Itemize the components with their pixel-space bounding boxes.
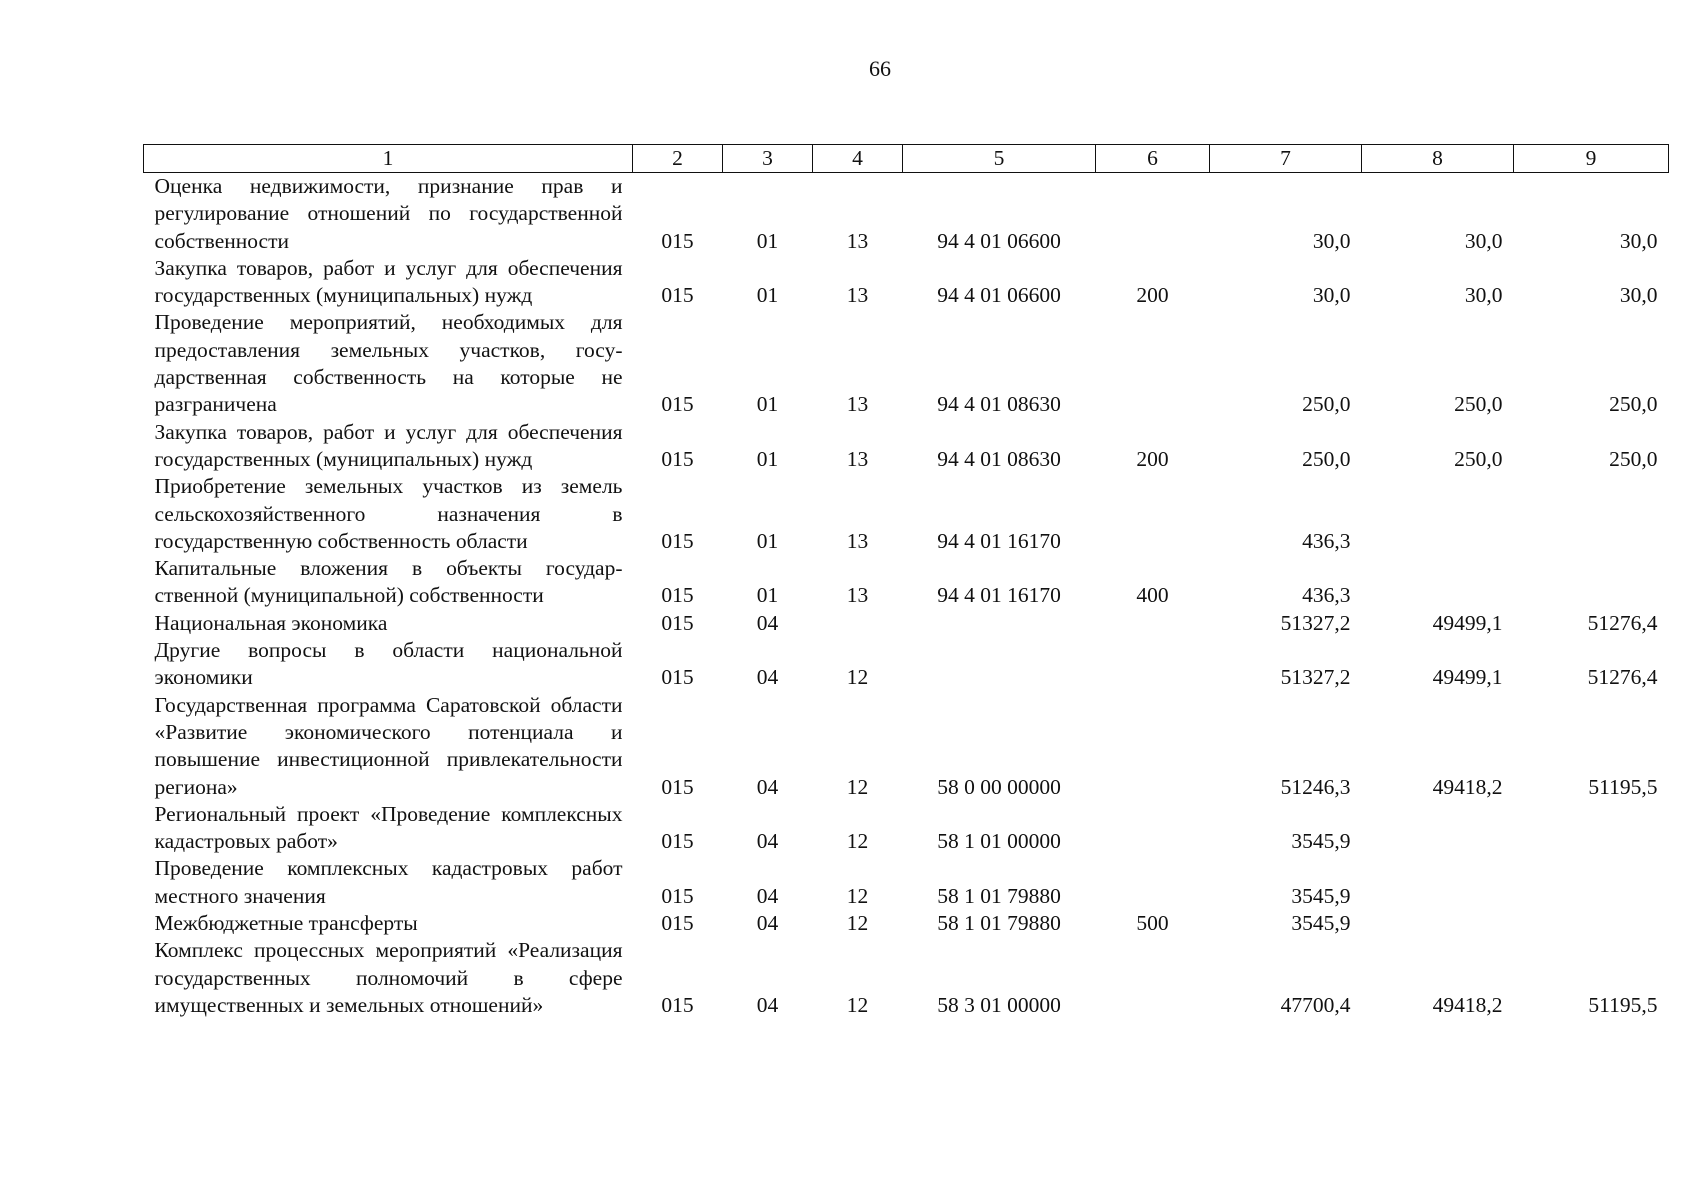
cell-amount-year-2 bbox=[1362, 855, 1514, 910]
cell-amount-year-1: 250,0 bbox=[1302, 392, 1351, 417]
cell-amount-year-1: 47700,4 bbox=[1280, 992, 1351, 1017]
cell-subsection-code: 13 bbox=[846, 528, 869, 553]
cell-section-code: 04 bbox=[756, 829, 779, 854]
column-header: 2 bbox=[633, 145, 723, 173]
cell-expense-type bbox=[1096, 855, 1210, 910]
cell-expense-type bbox=[1096, 692, 1210, 801]
cell-ministry-code: 015 bbox=[661, 829, 694, 854]
cell-amount-year-2: 250,0 bbox=[1454, 446, 1503, 471]
cell-item-name: Проведение комплексных кадастровых работ местного значения bbox=[154, 856, 623, 908]
cell-amount-year-2 bbox=[1362, 473, 1514, 555]
cell-item-name: Государственная программа Саратовской области «Развитие экономического потенциала и повышение инвестиционной привлекательности региона» bbox=[154, 692, 623, 799]
cell-section-code: 04 bbox=[756, 992, 779, 1017]
cell-amount-year-3: 250,0 bbox=[1609, 446, 1658, 471]
cell-amount-year-1: 51246,3 bbox=[1280, 774, 1351, 799]
cell-section-code: 01 bbox=[756, 583, 779, 608]
table-row bbox=[144, 637, 1669, 692]
cell-expense-type: 400 bbox=[1136, 583, 1169, 608]
table-row bbox=[144, 692, 1669, 801]
cell-ministry-code: 015 bbox=[661, 883, 694, 908]
cell-amount-year-3 bbox=[1514, 801, 1669, 856]
cell-ministry-code: 015 bbox=[661, 528, 694, 553]
cell-amount-year-2: 49499,1 bbox=[1432, 610, 1503, 635]
cell-subsection-code: 12 bbox=[846, 992, 869, 1017]
cell-amount-year-1: 436,3 bbox=[1302, 583, 1351, 608]
cell-target-article: 58 3 01 00000 bbox=[937, 992, 1061, 1017]
cell-amount-year-1: 30,0 bbox=[1312, 283, 1351, 308]
cell-amount-year-3 bbox=[1514, 473, 1669, 555]
cell-item-name: Закупка товаров, работ и услуг для обеспечения государственных (муниципальных) нужд bbox=[154, 255, 623, 308]
cell-ministry-code: 015 bbox=[661, 392, 694, 417]
cell-target-article: 58 0 00 00000 bbox=[937, 774, 1061, 799]
cell-item-name: Оценка недвижимости, признание прав и регулирование отношений по государственной собственности bbox=[154, 174, 623, 253]
cell-target-article: 94 4 01 08630 bbox=[937, 392, 1061, 417]
cell-section-code: 04 bbox=[756, 883, 779, 908]
table-row bbox=[144, 173, 1669, 255]
cell-section-code: 04 bbox=[756, 665, 779, 690]
cell-target-article bbox=[903, 637, 1096, 692]
header-row bbox=[144, 145, 1669, 173]
cell-expense-type bbox=[1096, 937, 1210, 1019]
table-body bbox=[144, 173, 1669, 1020]
cell-expense-type bbox=[1096, 173, 1210, 255]
cell-section-code: 01 bbox=[756, 446, 779, 471]
cell-section-code: 04 bbox=[756, 610, 779, 635]
cell-amount-year-2: 30,0 bbox=[1464, 283, 1503, 308]
cell-subsection-code: 12 bbox=[846, 911, 869, 936]
cell-item-name: Межбюджетные трансферты bbox=[154, 911, 418, 936]
cell-ministry-code: 015 bbox=[661, 992, 694, 1017]
cell-section-code: 04 bbox=[756, 774, 779, 799]
cell-expense-type bbox=[1096, 473, 1210, 555]
column-header: 9 bbox=[1514, 145, 1669, 173]
cell-amount-year-2 bbox=[1362, 910, 1514, 937]
cell-target-article bbox=[903, 610, 1096, 637]
cell-subsection-code: 12 bbox=[846, 774, 869, 799]
cell-target-article: 58 1 01 00000 bbox=[937, 829, 1061, 854]
cell-ministry-code: 015 bbox=[661, 283, 694, 308]
cell-amount-year-2: 49499,1 bbox=[1432, 665, 1503, 690]
cell-ministry-code: 015 bbox=[661, 774, 694, 799]
cell-subsection-code bbox=[813, 610, 903, 637]
cell-ministry-code: 015 bbox=[661, 583, 694, 608]
cell-ministry-code: 015 bbox=[661, 610, 694, 635]
cell-amount-year-3 bbox=[1514, 855, 1669, 910]
cell-section-code: 01 bbox=[756, 528, 779, 553]
budget-table bbox=[143, 144, 1669, 1019]
table-row bbox=[144, 419, 1669, 474]
cell-section-code: 01 bbox=[756, 228, 779, 253]
cell-item-name: Национальная экономика bbox=[154, 610, 388, 635]
cell-target-article: 58 1 01 79880 bbox=[937, 883, 1061, 908]
cell-amount-year-3: 51195,5 bbox=[1588, 774, 1658, 799]
cell-ministry-code: 015 bbox=[661, 446, 694, 471]
cell-subsection-code: 12 bbox=[846, 883, 869, 908]
cell-target-article: 94 4 01 16170 bbox=[937, 528, 1061, 553]
cell-expense-type bbox=[1096, 801, 1210, 856]
cell-amount-year-3 bbox=[1514, 910, 1669, 937]
table-row bbox=[144, 473, 1669, 555]
cell-amount-year-3: 250,0 bbox=[1609, 392, 1658, 417]
table-row bbox=[144, 937, 1669, 1019]
cell-item-name: Региональный проект «Проведение комплексных кадастровых работ» bbox=[154, 801, 623, 854]
page-number: 66 bbox=[869, 56, 891, 81]
cell-subsection-code: 13 bbox=[846, 283, 869, 308]
cell-ministry-code: 015 bbox=[661, 665, 694, 690]
cell-amount-year-2: 49418,2 bbox=[1432, 774, 1503, 799]
cell-amount-year-2: 49418,2 bbox=[1432, 992, 1503, 1017]
cell-expense-type: 200 bbox=[1136, 283, 1169, 308]
column-header: 8 bbox=[1362, 145, 1514, 173]
cell-amount-year-1: 51327,2 bbox=[1280, 665, 1351, 690]
cell-ministry-code: 015 bbox=[661, 911, 694, 936]
cell-target-article: 94 4 01 06600 bbox=[937, 228, 1061, 253]
cell-subsection-code: 13 bbox=[846, 446, 869, 471]
column-header: 6 bbox=[1096, 145, 1210, 173]
cell-amount-year-3: 30,0 bbox=[1619, 283, 1658, 308]
cell-amount-year-2 bbox=[1362, 555, 1514, 610]
cell-amount-year-3: 51195,5 bbox=[1588, 992, 1658, 1017]
cell-item-name: Проведение мероприятий, необходимых для предоставления земельных участков, государственная собственность на которые не разграничена bbox=[154, 310, 623, 417]
cell-amount-year-1: 3545,9 bbox=[1291, 829, 1351, 854]
cell-amount-year-2: 250,0 bbox=[1454, 392, 1503, 417]
cell-item-name: Капитальные вложения в объекты государственной (муниципальной) собственности bbox=[154, 556, 623, 608]
cell-expense-type: 500 bbox=[1136, 911, 1169, 936]
cell-section-code: 01 bbox=[756, 392, 779, 417]
table-row bbox=[144, 910, 1669, 937]
cell-subsection-code: 13 bbox=[846, 228, 869, 253]
cell-target-article: 94 4 01 08630 bbox=[937, 446, 1061, 471]
cell-amount-year-1: 250,0 bbox=[1302, 446, 1351, 471]
table-row bbox=[144, 610, 1669, 637]
cell-expense-type bbox=[1096, 637, 1210, 692]
cell-ministry-code: 015 bbox=[661, 228, 694, 253]
cell-expense-type bbox=[1096, 309, 1210, 418]
cell-expense-type: 200 bbox=[1136, 446, 1169, 471]
cell-subsection-code: 12 bbox=[846, 829, 869, 854]
cell-amount-year-2: 30,0 bbox=[1464, 228, 1503, 253]
cell-item-name: Закупка товаров, работ и услуг для обеспечения государственных (муниципальных) нужд bbox=[154, 419, 623, 471]
cell-amount-year-1: 3545,9 bbox=[1291, 883, 1351, 908]
cell-target-article: 94 4 01 06600 bbox=[937, 283, 1061, 308]
cell-item-name: Комплекс процессных мероприятий «Реализация государственных полномочий в сфере имущественных и земельных отношений» bbox=[154, 938, 623, 1017]
cell-item-name: Приобретение земельных участков из земель сельскохозяйственного назначения в государственную собственность области bbox=[154, 474, 623, 553]
cell-amount-year-1: 436,3 bbox=[1302, 528, 1351, 553]
cell-target-article: 94 4 01 16170 bbox=[937, 583, 1061, 608]
table-row bbox=[144, 255, 1669, 310]
cell-item-name: Другие вопросы в области национальной экономики bbox=[154, 638, 623, 690]
column-header: 4 bbox=[813, 145, 903, 173]
cell-amount-year-3: 51276,4 bbox=[1587, 665, 1658, 690]
cell-amount-year-2 bbox=[1362, 801, 1514, 856]
table-row bbox=[144, 801, 1669, 856]
cell-section-code: 01 bbox=[756, 283, 779, 308]
cell-subsection-code: 12 bbox=[846, 665, 869, 690]
column-header: 5 bbox=[903, 145, 1096, 173]
table-row bbox=[144, 309, 1669, 418]
cell-expense-type bbox=[1096, 610, 1210, 637]
table-row bbox=[144, 855, 1669, 910]
cell-amount-year-1: 30,0 bbox=[1312, 228, 1351, 253]
cell-amount-year-3: 30,0 bbox=[1619, 228, 1658, 253]
cell-target-article: 58 1 01 79880 bbox=[937, 911, 1061, 936]
cell-subsection-code: 13 bbox=[846, 583, 869, 608]
cell-amount-year-1: 51327,2 bbox=[1280, 610, 1351, 635]
cell-amount-year-3 bbox=[1514, 555, 1669, 610]
cell-amount-year-3: 51276,4 bbox=[1587, 610, 1658, 635]
column-header: 7 bbox=[1210, 145, 1362, 173]
cell-amount-year-1: 3545,9 bbox=[1291, 911, 1351, 936]
cell-subsection-code: 13 bbox=[846, 392, 869, 417]
column-header: 1 bbox=[144, 145, 633, 173]
table-row bbox=[144, 555, 1669, 610]
cell-section-code: 04 bbox=[756, 911, 779, 936]
column-header: 3 bbox=[723, 145, 813, 173]
